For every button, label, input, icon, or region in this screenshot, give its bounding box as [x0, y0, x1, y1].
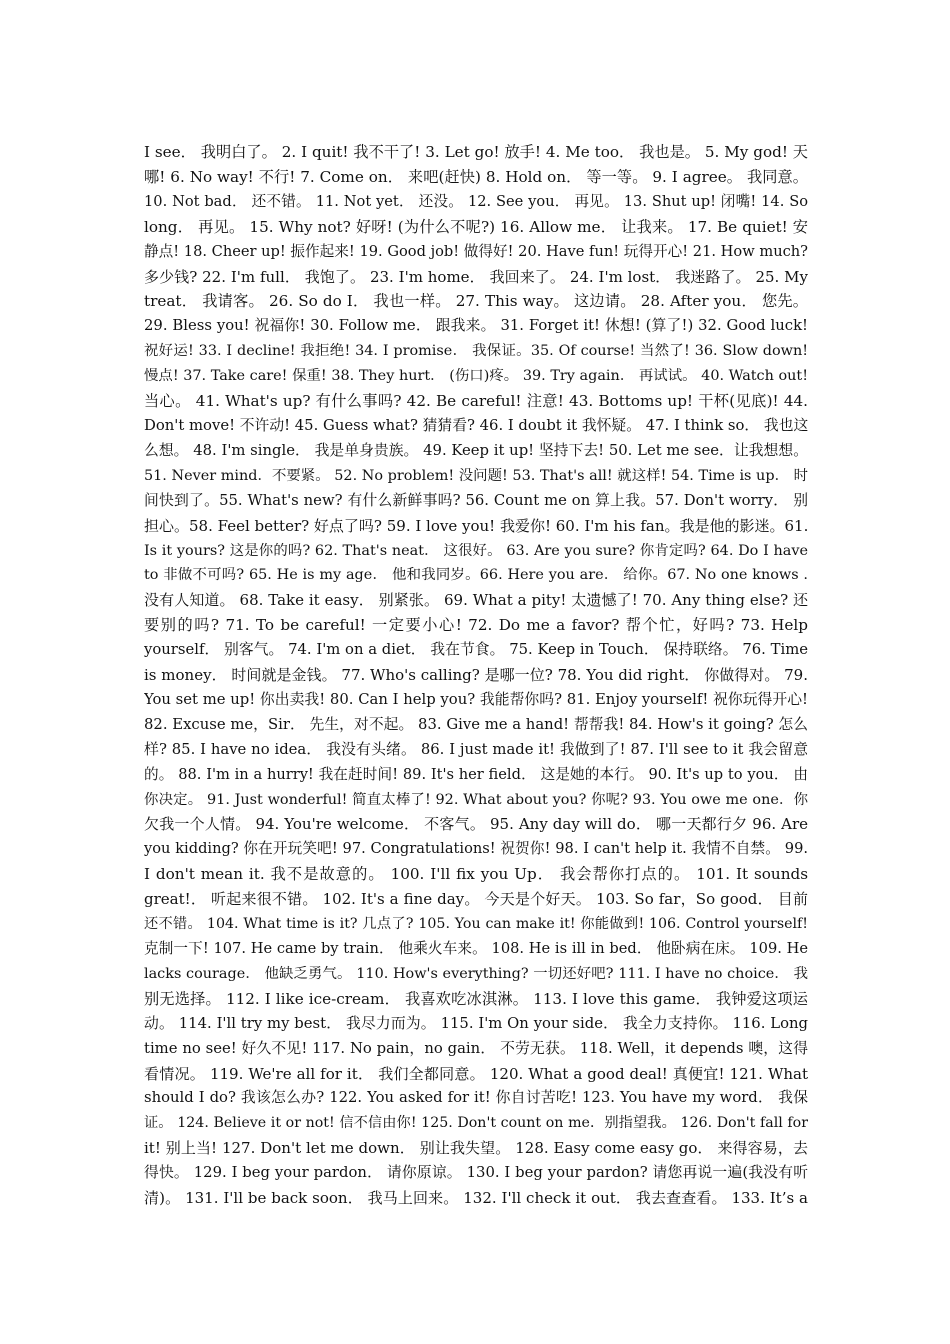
text-line: 么想。 48. I'm single． 我是单身贵族。 49. Keep it up! 坚持下去! 50. Let me see．让我想想。: [144, 441, 808, 459]
text-line: 样? 85. I have no idea． 我没有头绪。 86. I just made it! 我做到了! 87. I'll see to it 我会留意: [144, 740, 808, 758]
text-line: time no see! 好久不见! 117. No pain，no gain． 不劳无获。 118. Well，it depends 噢，这得: [144, 1039, 808, 1057]
text-line: it! 别上当! 127. Don't let me down． 别让我失望。 128. Easy come easy go． 来得容易，去: [144, 1139, 808, 1158]
text-line: 慢点! 37. Take care! 保重! 38. They hurt． (伤口)疼。 39. Try again． 再试试。 40. Watch out!: [144, 368, 808, 385]
text-line: 动。 114. I'll try my best． 我尽力而为。 115. I'm On your side． 我全力支持你。 116. Long: [144, 1014, 808, 1032]
text-line: 29. Bless you! 祝福你! 30. Follow me． 跟我来。 31. Forget it! 休想! (算了!) 32. Good luck!: [144, 317, 808, 335]
text-line: to 非做不可吗? 65. He is my age． 他和我同岁。66. Here you are． 给你。67. No one knows .: [144, 567, 808, 584]
text-line: 祝好运! 33. I decline! 我拒绝! 34. I promise． 我保证。35. Of course! 当然了! 36. Slow down!: [144, 343, 808, 360]
text-line: 静点! 18. Cheer up! 振作起来! 19. Good job! 做得好! 20. Have fun! 玩得开心! 21. How much?: [144, 242, 808, 260]
text-line: should I do? 我该怎么办? 122. You asked for it! 你自讨苦吃! 123. You have my word． 我保: [144, 1089, 808, 1107]
text-line: 还不错。 104. What time is it? 几点了? 105. You can make it! 你能做到! 106. Control yourself!: [144, 916, 808, 933]
phrase-list-text: [144, 140, 808, 1211]
text-line: 清)。 131. I'll be back soon． 我马上回来。 132. I'll check it out． 我去查查看。 133. It’s a: [144, 1189, 808, 1208]
text-line: 看情况。 119. We're all for it． 我们全都同意。 120. What a good deal! 真便宜! 121. What: [144, 1064, 808, 1083]
text-line: 当心。 41. What's up? 有什么事吗? 42. Be careful! 注意! 43. Bottoms up! 干杯(见底)! 44.: [144, 392, 808, 411]
text-line: 多少钱? 22. I'm full． 我饱了。 23. I'm home． 我回来了。 24. I'm lost． 我迷路了。 25. My: [144, 267, 808, 286]
text-line: 得快。 129. I beg your pardon． 请你原谅。 130. I beg your pardon? 请您再说一遍(我没有听: [144, 1164, 808, 1182]
text-line: 证。 124. Believe it or not! 信不信由你! 125. Don't count on me．别指望我。 126. Don't fall for: [144, 1115, 808, 1132]
text-line: 间快到了。55. What's new? 有什么新鲜事吗? 56. Count me on 算上我。57. Don't worry． 别: [144, 491, 808, 509]
text-line: 的。 88. I'm in a hurry! 我在赶时间! 89. It's her field． 这是她的本行。 90. It's up to you． 由: [144, 765, 808, 783]
text-line: lacks courage． 他缺乏勇气。 110. How's everything? 一切还好吧? 111. I have no choice． 我: [144, 965, 808, 982]
text-line: 别无选择。 112. I like ice-cream． 我喜欢吃冰淇淋。 113. I love this game． 我钟爱这项运: [144, 989, 808, 1008]
text-line: yourself． 别客气。 74. I'm on a diet． 我在节食。 75. Keep in Touch． 保持联络。 76. Time: [144, 641, 808, 659]
text-line: I don't mean it. 我不是故意的。 100. I'll fix you Up． 我会帮你打点的。 101. It sounds: [144, 865, 808, 884]
text-line: you kidding? 你在开玩笑吧! 97. Congratulations! 祝贺你! 98. I can't help it. 我情不自禁。 99.: [144, 840, 808, 858]
text-line: 82. Excuse me，Sir． 先生，对不起。 83. Give me a hand! 帮帮我! 84. How's it going? 怎么: [144, 715, 808, 733]
text-line: 克制一下! 107. He came by train． 他乘火车来。 108. He is ill in bed． 他卧病在床。 109. He: [144, 940, 808, 957]
text-line: 10. Not bad． 还不错。 11. Not yet． 还没。 12. See you． 再见。 13. Shut up! 闭嘴! 14. So: [144, 192, 808, 210]
text-line: long． 再见。 15. Why not? 好呀! (为什么不呢?) 16. Allow me． 让我来。 17. Be quiet! 安: [144, 217, 808, 236]
text-line: treat． 我请客。 26. So do I． 我也一样。 27. This way。 这边请。 28. After you． 您先。: [144, 292, 808, 311]
text-line: 你决定。 91. Just wonderful! 简直太棒了! 92. What about you? 你呢? 93. You owe me one．你: [144, 791, 808, 808]
text-line: great!． 听起来很不错。 102. It's a fine day。 今天是个好天。 103. So far，So good． 目前: [144, 890, 808, 909]
text-line: Don't move! 不许动! 45. Guess what? 猜猜看? 46. I doubt it 我怀疑。 47. I think so． 我也这: [144, 416, 808, 434]
text-line: 没有人知道。 68. Take it easy． 别紧张。 69. What a pity! 太遗憾了! 70. Any thing else? 还: [144, 591, 808, 610]
text-line: 担心。58. Feel better? 好点了吗? 59. I love you! 我爱你! 60. I'm his fan。我是他的影迷。61.: [144, 516, 808, 535]
text-line: 哪! 6. No way! 不行! 7. Come on． 来吧(赶快) 8. Hold on． 等一等。 9. I agree。 我同意。: [144, 167, 808, 186]
text-line: 51. Never mind．不要紧。 52. No problem! 没问题! 53. That's all! 就这样! 54. Time is up． 时: [144, 467, 808, 484]
text-line: 要别的吗? 71. To be careful! 一定要小心! 72. Do me a favor? 帮个忙，好吗? 73. Help: [144, 616, 808, 635]
text-line: 欠我一个人情。 94. You're welcome． 不客气。 95. Any day will do． 哪一天都行夕 96. Are: [144, 815, 808, 834]
text-line: Is it yours? 这是你的吗? 62. That's neat． 这很好。 63. Are you sure? 你肯定吗? 64. Do I have: [144, 542, 808, 559]
text-line: You set me up! 你出卖我! 80. Can I help you? 我能帮你吗? 81. Enjoy yourself! 祝你玩得开心!: [144, 690, 808, 708]
text-line: I see． 我明白了。 2. I quit! 我不干了! 3. Let go! 放手! 4. Me too． 我也是。 5. My god! 天: [144, 143, 808, 161]
text-line: is money． 时间就是金钱。 77. Who's calling? 是哪一位? 78. You did right． 你做得对。 79.: [144, 666, 808, 685]
